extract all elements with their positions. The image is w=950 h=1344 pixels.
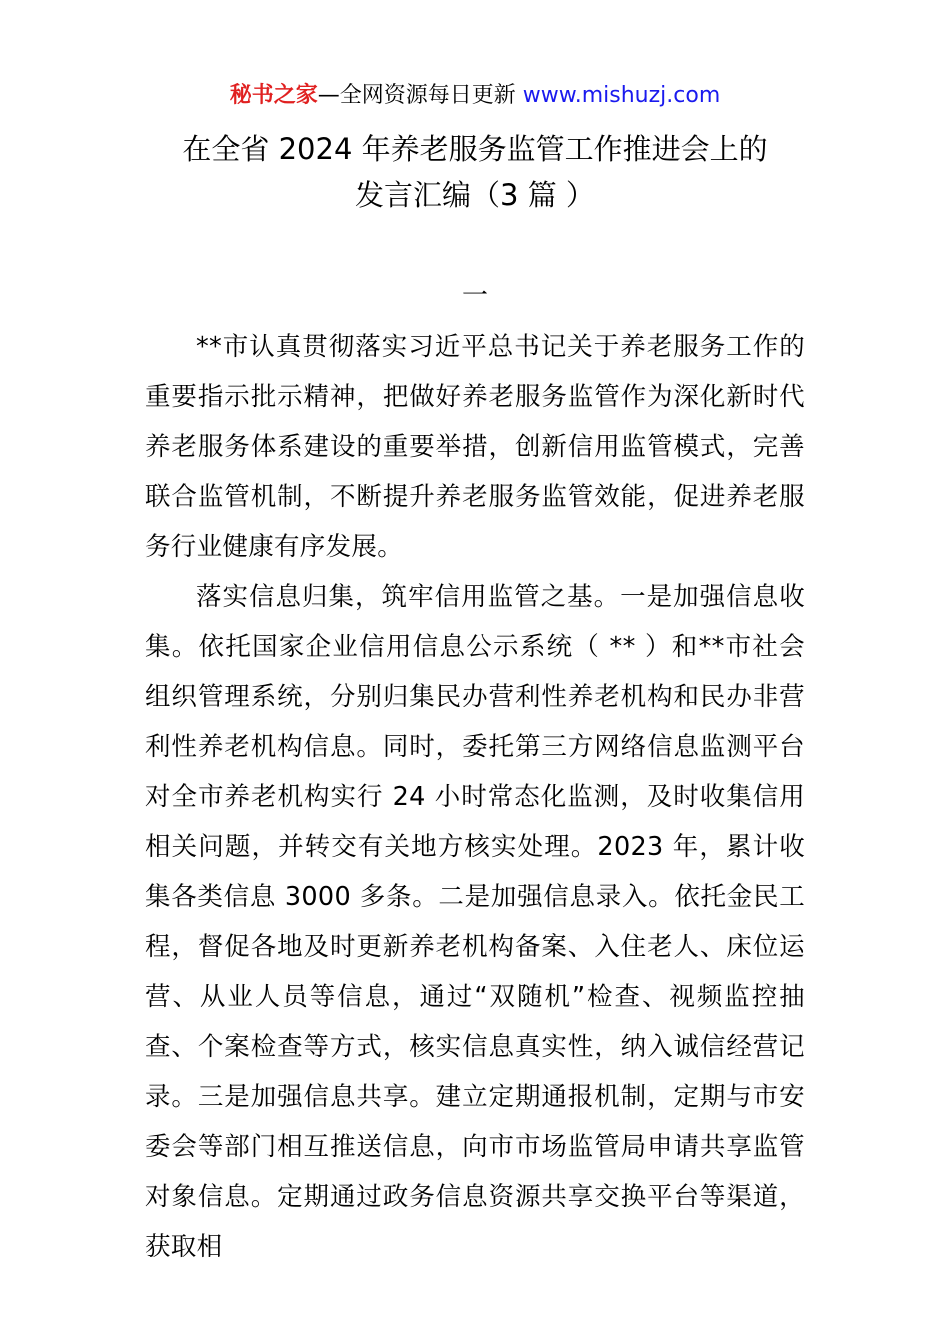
- site-url-link[interactable]: www.mishuzj.com: [522, 83, 721, 108]
- site-brand: 秘书之家: [229, 83, 318, 108]
- paragraph-1: **市认真贯彻落实习近平总书记关于养老服务工作的重要指示批示精神，把做好养老服务监管作为深化新时代养老服务体系建设的重要举措，创新信用监管模式，完善联合监管机制，不断提升养老服务监管效能，促进养老服务行业健康有序发展。: [145, 332, 805, 562]
- paragraph-2: 落实信息归集，筑牢信用监管之基。一是加强信息收集。依托国家企业信用信息公示系统（ ** ）和**市社会组织管理系统，分别归集民办营利性养老机构和民办非营利性养老机构信息。同时，委托第三方网络信息监测平台对全市养老机构实行 24 小时常态化监测，及时收集信用相关问题，并转交有关地方核实处理。2023 年，累计收集各类信息 3000 多条。二是加强信息录入。依托金民工程，督促各地及时更新养老机构备案、入住老人、床位运营、从业人员等信息，通过“双随机”检查、视频监控抽查、个案检查等方式，核实信息真实性，纳入诚信经营记录。三是加强信息共享。建立定期通报机制，定期与市安委会等部门相互推送信息，向市市场监管局申请共享监管对象信息。定期通过政务信息资源共享交换平台等渠道，获取相: [145, 582, 805, 1262]
- title-line-1: 在全省 2024 年养老服务监管工作推进会上的: [182, 132, 768, 166]
- site-tagline: —全网资源每日更新: [317, 83, 523, 108]
- site-header: [0, 80, 950, 112]
- title-line-2: 发言汇编（3 篇 ）: [355, 178, 595, 212]
- document-title: [0, 126, 950, 218]
- section-number: 一: [461, 281, 488, 311]
- document-body: [145, 322, 805, 1272]
